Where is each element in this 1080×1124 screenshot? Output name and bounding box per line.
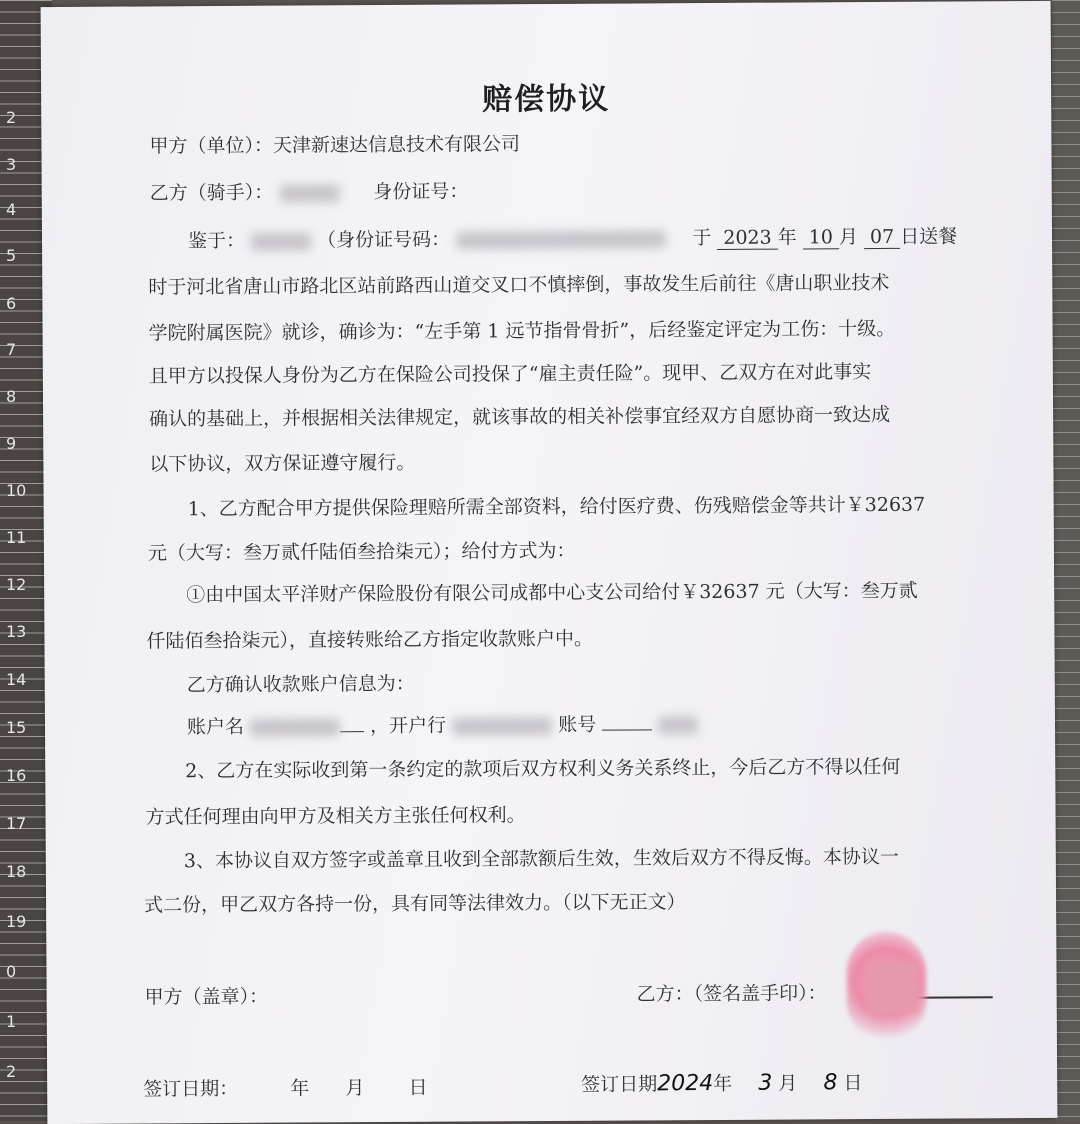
ruler-number: 10 [6,481,27,500]
clause-3-line-1: 3、本协议自双方签字或盖章且收到全部款额后生效，生效后双方不得反悔。本协议一 [183,845,899,873]
sign-date-b-label: 签订日期 [581,1073,658,1096]
accident-day: 07 [864,226,900,249]
ruler-number: 5 [6,246,17,265]
sign-date-a-label: 签订日期： [143,1077,239,1101]
ruler-number: 3 [6,155,17,174]
paper-sheet [41,1,1058,1124]
clause-1-sub-line-1: ①由中国太平洋财产保险股份有限公司成都中心支公司给付￥32637 元（大写：叁万贰 [186,579,918,607]
ruler-number: 17 [6,814,27,833]
party-a-name: 天津新速达信息技术有限公司 [272,133,521,157]
redacted-id-number [456,230,666,249]
sign-date-b-month-handwritten: 3 [758,1070,773,1096]
clause-intro-line-5: 确认的基础上，并根据相关法律规定，就该事故的相关补偿事宜经双方自愿协商一致达成 [149,403,891,431]
clause-1-line-2: 元（大写：叁万贰仟陆佰叁拾柒元）；给付方式为： [147,539,576,565]
sign-date-a-year: 年 [290,1077,310,1100]
intro-lead: 鉴于： [187,229,246,253]
clause-intro-line-2: 时于河北省唐山市路北区站前路西山道交叉口不慎摔倒，事故发生后前往《唐山职业技术 [148,271,890,299]
party-b-label: 乙方（骑手）： [149,181,274,205]
ruler-number: 16 [6,766,27,785]
redacted-account-name [250,718,340,737]
sign-date-b-day-handwritten: 8 [823,1070,838,1096]
account-intro: 乙方确认收款账户信息为： [186,672,415,697]
party-a-label: 甲方（单位）： [149,134,274,158]
ruler-number: 9 [6,434,17,453]
sign-date-b-year-handwritten: 2024 [657,1071,714,1097]
id-number-label: 身份证号： [373,180,469,204]
ruler-number: 0 [6,962,17,981]
ruler-number: 4 [6,200,17,219]
ruler-number: 13 [6,622,27,641]
intro-yu: 于 [692,227,712,250]
sign-date-a-month: 月 [345,1077,365,1100]
clause-1-sub-line-2: 仟陆佰叁拾柒元），直接转账给乙方指定收款账户中。 [146,627,594,653]
party-b-line [150,176,469,205]
clause-1-line-1: 1、乙方配合甲方提供保险理赔所需全部资料，给付医疗费、伤残赔偿金等共计￥32637 [187,493,926,521]
clause-intro-line-1 [188,222,957,254]
ruler-number: 11 [6,528,27,547]
ruler-number: 7 [6,340,17,359]
ruler-number: 14 [6,670,27,689]
ruler-number: 12 [6,575,27,594]
ruler-number: 2 [6,108,17,127]
year-unit: 年 [777,226,797,249]
ruler-number: 2 [6,1062,17,1081]
ruler-number: 6 [6,294,17,313]
party-a-line [149,129,520,158]
clause-intro-line-6: 以下协议，双方保证遵守履行。 [149,451,416,476]
clause-2-line-2: 方式任何理由向甲方及相关方主张任何权利。 [145,804,526,829]
sign-party-b [637,977,993,1006]
month-unit: 月 [838,226,859,249]
sign-date-b-day: 日 [843,1072,863,1095]
redacted-name [279,184,339,202]
id-code-label: （身份证号码： [317,228,451,252]
redacted-bank [452,717,552,736]
sign-date-a-day: 日 [408,1076,428,1099]
redacted-account-number [658,716,698,734]
ruler-number: 15 [6,718,27,737]
clause-intro-line-4: 且甲方以投保人身份为乙方在保险公司投保了“雇主责任险”。现甲、乙双方在对此事实 [148,361,872,388]
ruler-number: 18 [6,862,27,881]
clause-intro-line-3: 学院附属医院》就诊，确诊为：“左手第 1 远节指骨骨折”，后经鉴定评定为工伤：十级。 [148,317,896,345]
account-info-line [187,709,698,739]
sign-date-a [143,1073,428,1102]
ruler-number: 19 [6,912,27,931]
sign-party-a: 甲方（盖章）： [144,985,269,1009]
accident-year: 2023 [717,227,777,250]
account-number-label: 账号 [558,713,597,736]
account-name-label: 账户名 [186,715,245,739]
agreement-document [41,1,1058,1124]
bank-label: ，开户行 [370,714,447,738]
ruler-number: 1 [6,1012,17,1031]
document-title: 赔偿协议 [482,81,611,118]
redacted-signature [866,962,918,1014]
sign-date-b [581,1068,863,1097]
clause-3-line-2: 式二份，甲乙双方各持一份，具有同等法律效力。（以下无正文） [144,891,686,917]
day-unit: 日送餐 [900,225,958,248]
clause-2-line-1: 2、乙方在实际收到第一条约定的款项后双方权利义务关系终止，今后乙方不得以任何 [185,755,901,783]
redacted-name [251,232,311,250]
sign-date-b-year: 年 [713,1072,733,1096]
ruler-number: 8 [6,387,17,406]
sign-date-b-month: 月 [778,1072,798,1095]
accident-month: 10 [803,226,839,249]
sign-party-b-label: 乙方：（签名盖手印）： [636,982,827,1006]
